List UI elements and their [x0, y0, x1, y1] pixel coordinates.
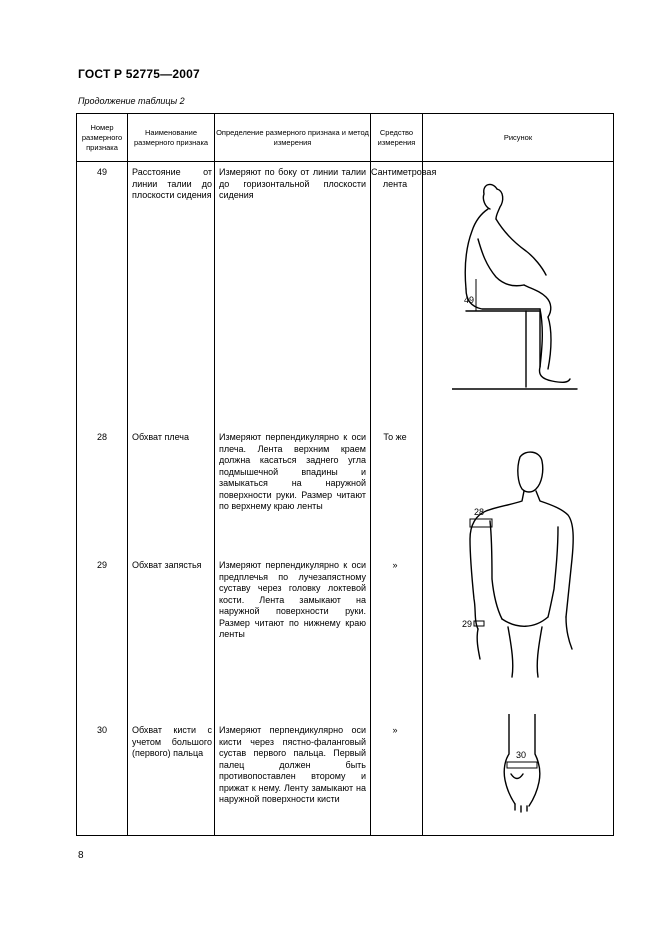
row-definition: Измеряют перпендикулярно к оси предплечья по лучезапястному суставу через головку локтевой кости. Лента замыкают на наружной поверхности руки. Размер читают по нижнему краю ленты	[219, 560, 366, 639]
column-divider	[422, 114, 423, 835]
row-definition: Измеряют по боку от линии талии до горизонтальной плоскости сидения	[219, 167, 366, 200]
row-tool: То же	[383, 432, 407, 442]
header-divider	[77, 161, 613, 162]
row-definition: Измеряют перпендикулярно к оси плеча. Лента верхним краем должна касаться заднего угла подмышечной впадины и замыкаться на наружной поверхности руки. Размер читают по верхнему краю ленты	[219, 432, 366, 511]
row-number: 28	[96, 432, 107, 442]
page-number: 8	[78, 850, 84, 861]
header-name: Наименование размерного признака	[133, 127, 209, 147]
row-name: Обхват кисти с учетом большого (первого) пальца	[132, 725, 212, 758]
figure-label: 30	[516, 750, 527, 760]
figure-label: 49	[464, 295, 475, 305]
header-figure: Рисунок	[503, 132, 533, 142]
seated-figure-illustration	[452, 179, 582, 394]
row-name: Обхват плеча	[132, 432, 189, 442]
row-definition: Измеряют перпендикулярно оси кисти через пястно-фаланговый сустав первого пальца. Первый палец должен быть противопоставлен второму и прижат к нему. Ленту замыкают на наружной поверхности кисти	[219, 725, 366, 804]
standing-figure-illustration	[462, 449, 587, 679]
figure-label: 28	[474, 507, 485, 517]
row-tool: Сантиметровая лента	[371, 167, 437, 189]
header-definition: Определение размерного признака и метод измерения	[216, 127, 369, 147]
row-name: Обхват запястья	[132, 560, 202, 570]
table-continuation-caption: Продолжение таблицы 2	[78, 96, 185, 106]
measurement-table	[76, 113, 614, 836]
row-tool: »	[392, 725, 398, 735]
column-divider	[127, 114, 128, 835]
document-title: ГОСТ Р 52775—2007	[78, 67, 200, 81]
row-number: 29	[96, 560, 107, 570]
row-name: Расстояние от линии талии до плоскости сидения	[132, 167, 212, 200]
header-tool: Средство измерения	[377, 127, 416, 147]
row-tool: »	[392, 560, 398, 570]
row-number: 49	[96, 167, 107, 177]
header-number: Номер размерного признака	[81, 122, 123, 152]
row-number: 30	[96, 725, 107, 735]
column-divider	[214, 114, 215, 835]
figure-label: 29	[462, 619, 473, 629]
hand-illustration	[497, 714, 557, 814]
